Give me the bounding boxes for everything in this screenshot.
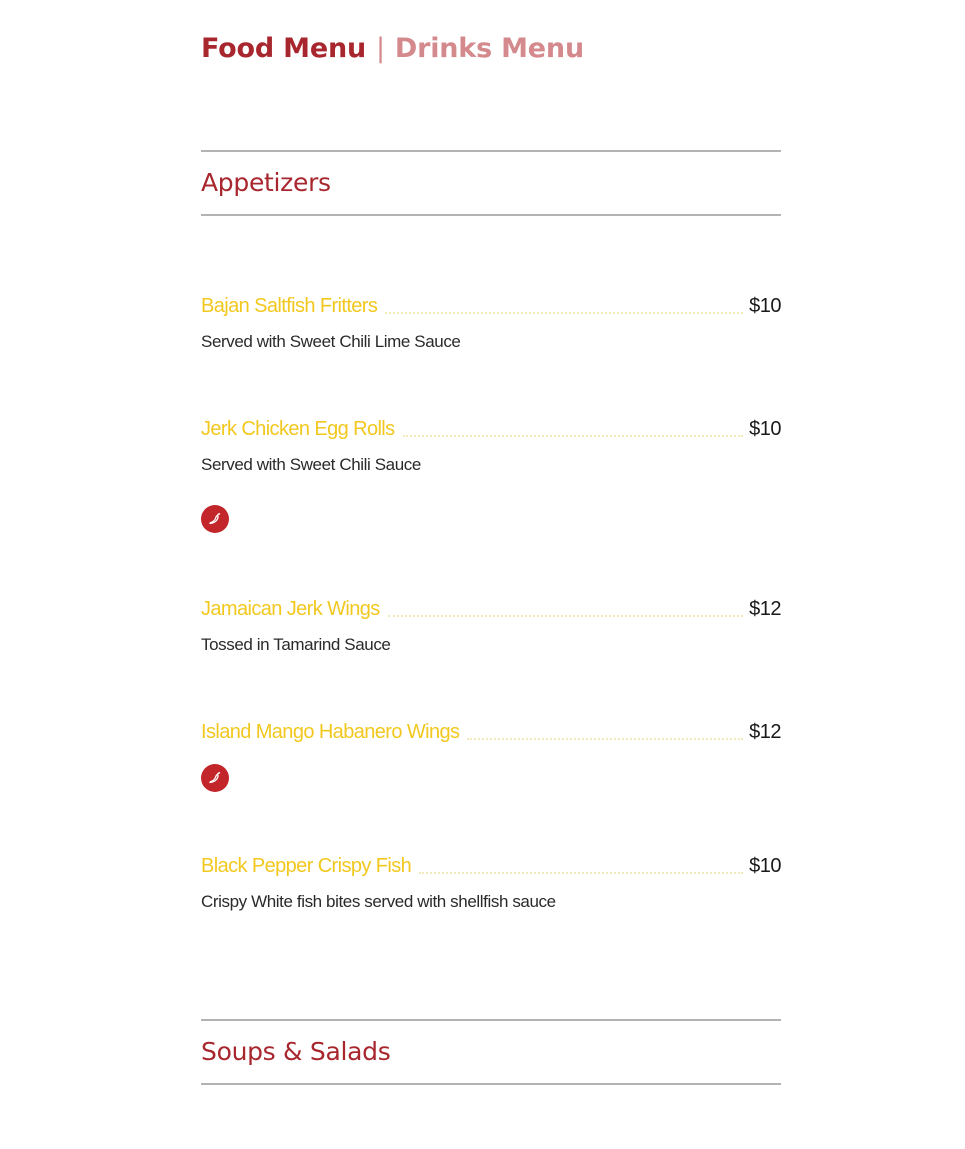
menu-item (201, 290, 781, 352)
menu-item-name: Black Pepper Crispy Fish (201, 855, 412, 877)
menu-item-row (201, 290, 781, 318)
menu-item-name: Jamaican Jerk Wings (201, 598, 380, 620)
menu-item-row (201, 413, 781, 441)
chili-pepper-icon (201, 505, 229, 533)
chili-pepper-icon (201, 764, 229, 792)
menu-item-name: Bajan Saltfish Fritters (201, 295, 378, 317)
menu-item-price: $12 (749, 598, 781, 620)
menu-item-row (201, 850, 781, 878)
menu-item-description: Crispy White fish bites served with shellfish sauce (201, 892, 556, 911)
dot-leader (385, 312, 743, 314)
tab-food-menu[interactable]: Food Menu (201, 32, 366, 64)
section-title: Appetizers (201, 168, 331, 197)
menu-item (201, 593, 781, 655)
menu-item (201, 716, 781, 792)
menu-item-price: $10 (749, 418, 781, 440)
menu-item-price: $10 (749, 855, 781, 877)
menu-item-price: $12 (749, 721, 781, 743)
menu-tabs (201, 26, 584, 70)
tab-separator: | (376, 32, 385, 64)
menu-item-name: Jerk Chicken Egg Rolls (201, 418, 395, 440)
menu-item-description: Served with Sweet Chili Sauce (201, 455, 421, 474)
dot-leader (388, 615, 743, 617)
tab-drinks-menu[interactable]: Drinks Menu (394, 32, 584, 64)
menu-item-name: Island Mango Habanero Wings (201, 721, 460, 743)
menu-item (201, 850, 781, 912)
section-header-soups-salads (201, 1019, 781, 1085)
menu-item (201, 413, 781, 533)
menu-item-description: Served with Sweet Chili Lime Sauce (201, 332, 461, 351)
menu-item-row (201, 716, 781, 744)
dot-leader (419, 872, 743, 874)
menu-item-price: $10 (749, 295, 781, 317)
section-header-appetizers (201, 150, 781, 216)
menu-item-row (201, 593, 781, 621)
dot-leader (467, 738, 743, 740)
section-title: Soups & Salads (201, 1037, 391, 1066)
menu-item-description: Tossed in Tamarind Sauce (201, 635, 391, 654)
dot-leader (403, 435, 744, 437)
